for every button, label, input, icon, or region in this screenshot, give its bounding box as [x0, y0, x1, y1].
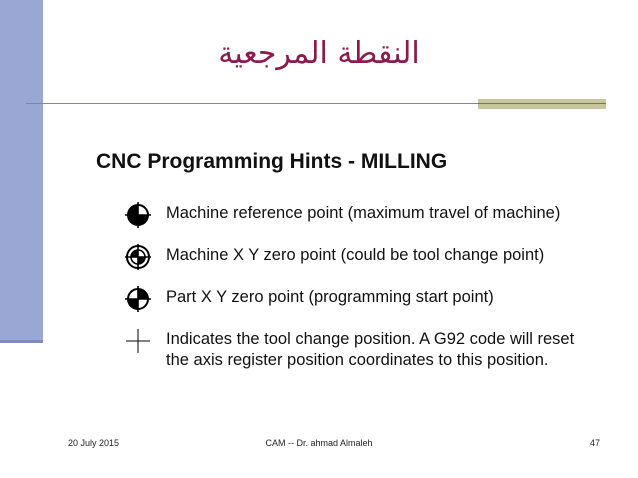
- machine-zero-point-icon: [124, 243, 152, 271]
- hint-text: Machine X Y zero point (could be tool change point): [166, 246, 545, 264]
- title-divider-accent-line: [478, 103, 606, 104]
- hint-item: [124, 245, 586, 271]
- hint-item: [124, 203, 586, 229]
- footer-date: 20 July 2015: [68, 438, 120, 448]
- tool-change-position-icon: [124, 327, 152, 355]
- left-accent-bar-shadow: [0, 340, 43, 343]
- machine-reference-point-icon: [124, 201, 152, 229]
- slide-title: النقطة المرجعية: [218, 36, 420, 71]
- part-zero-point-icon: [124, 285, 152, 313]
- footer-author: CAM -- Dr. ahmad Almaleh: [265, 438, 373, 448]
- footer-page-number: 47: [589, 438, 600, 448]
- hint-item: [124, 329, 586, 371]
- section-heading: CNC Programming Hints - MILLING: [96, 150, 448, 173]
- hint-text: Indicates the tool change position. A G92 code will reset the axis register position coordinates to this position.: [166, 330, 575, 369]
- hint-item: [124, 287, 586, 313]
- title-divider-accent: [478, 99, 606, 109]
- hint-text: Machine reference point (maximum travel of machine): [166, 204, 561, 222]
- hint-text: Part X Y zero point (programming start point): [166, 288, 494, 306]
